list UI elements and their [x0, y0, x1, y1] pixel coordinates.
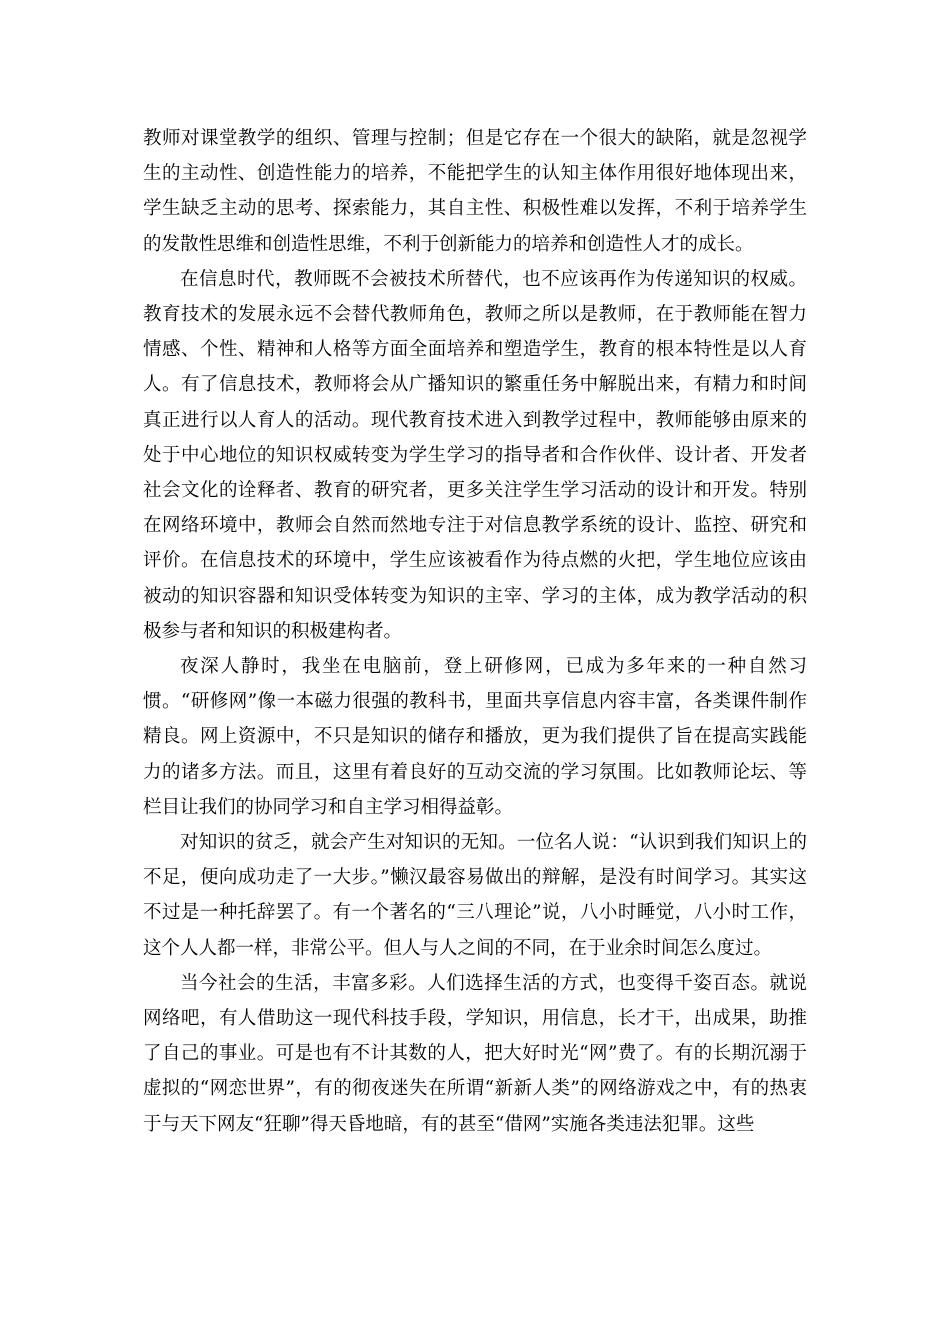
- paragraph-3: 夜深人静时，我坐在电脑前，登上研修网，已成为多年来的一种自然习惯。“研修网”像一本磁力很强的教科书，里面共享信息内容丰富，各类课件制作精良。网上资源中，不只是知识的储存和播放，更为我们提供了旨在提高实践能力的诸多方法。而且，这里有着良好的互动交流的学习氛围。比如教师论坛、等栏目让我们的协同学习和自主学习相得益彰。: [143, 656, 807, 818]
- paragraph-5: 当今社会的生活，丰富多彩。人们选择生活的方式，也变得千姿百态。就说网络吧，有人借助这一现代科技手段，学知识，用信息，长才干，出成果，助推了自己的事业。可是也有不计其数的人，把大好时光“网”费了。有的长期沉溺于虚拟的“网恋世界”，有的彻夜迷失在所谓“新新人类”的网络游戏之中，有的热衷于与天下网友“狂聊”得天昏地暗，有的甚至“借网”实施各类违法犯罪。这些: [143, 972, 807, 1135]
- paragraph-1: 教师对课堂教学的组织、管理与控制；但是它存在一个很大的缺陷，就是忽视学生的主动性、创造性能力的培养，不能把学生的认知主体作用很好地体现出来，学生缺乏主动的思考、探索能力，其自主性、积极性难以发挥，不利于培养学生的发散性思维和创造性思维，不利于创新能力的培养和创造性人才的成长。: [143, 128, 807, 255]
- paragraph-4: 对知识的贫乏，就会产生对知识的无知。一位名人说：“认识到我们知识上的不足，便向成功走了一大步。”懒汉最容易做出的辩解，是没有时间学习。其实这不过是一种托辞罢了。有一个著名的“三八理论”说，八小时睡觉，八小时工作，这个人人都一样，非常公平。但人与人之间的不同，在于业余时间怎么度过。: [143, 832, 807, 959]
- document-body: [143, 121, 807, 1142]
- paragraph-2: 在信息时代，教师既不会被技术所替代，也不应该再作为传递知识的权威。教育技术的发展永远不会替代教师角色，教师之所以是教师，在于教师能在智力情感、个性、精神和人格等方面全面培养和塑造学生，教育的根本特性是以人育人。有了信息技术，教师将会从广播知识的繁重任务中解脱出来，有精力和时间真正进行以人育人的活动。现代教育技术进入到教学过程中，教师能够由原来的处于中心地位的知识权威转变为学生学习的指导者和合作伙伴、设计者、开发者社会文化的诠释者、教育的研究者，更多关注学生学习活动的设计和开发。特别在网络环境中，教师会自然而然地专注于对信息教学系统的设计、监控、研究和评价。在信息技术的环境中，学生应该被看作为待点燃的火把，学生地位应该由被动的知识容器和知识受体转变为知识的主宰、学习的主体，成为教学活动的积极参与者和知识的积极建构者。: [143, 268, 807, 642]
